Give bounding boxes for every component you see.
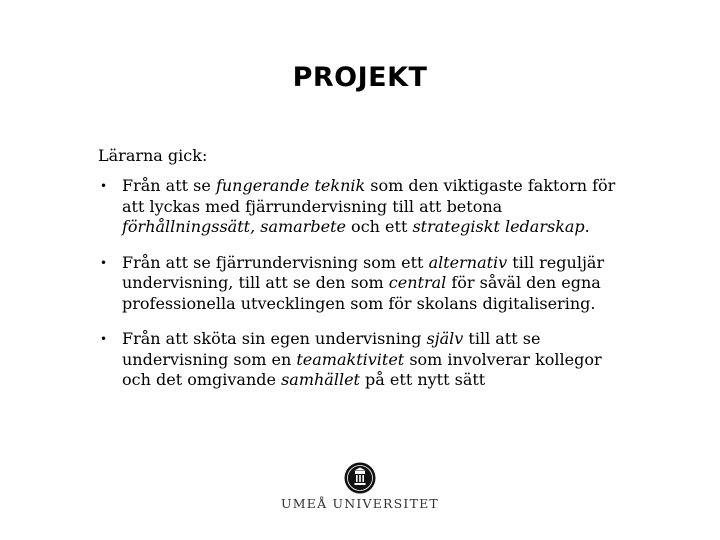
bullet-text [122,329,602,389]
bullet-segment: till reguljär undervisning, till att se den som [122,252,605,292]
bullet-segment: Från att sköta sin egen undervisning [122,329,427,348]
bullet-segment: till att se undervisning som en [122,329,541,369]
bullet-segment: och ett [345,217,413,236]
bullet-emphasis: strategiskt ledarskap [412,217,585,236]
bullet-segment: Från att se fjärrundervisning som ett [122,252,429,272]
bullet-item [98,329,628,391]
bullet-text [122,253,604,313]
bullet-segment: som involverar kollegor och det omgivande [122,349,602,389]
university-name: UMEÅ UNIVERSITET [281,496,439,511]
bullet-dot-icon: • [100,332,108,346]
intro-text: Lärarna gick: [98,146,208,165]
bullet-emphasis: fungerande teknik [215,176,366,195]
bullet-segment: för såväl den egna professionella utvecklingen som för skolans digitalisering. [122,273,601,313]
bullet-emphasis: central [388,273,447,292]
bullet-emphasis: samhället [281,370,360,389]
bullet-segment: som den viktigaste faktorn för att lyckas med fjärrundervisning till att betona [122,176,616,216]
bullet-list [98,176,628,406]
bullet-segment: . [584,217,590,236]
bullet-dot-icon: • [100,179,108,193]
slide-title: PROJEKT [292,62,428,93]
bullet-emphasis: alternativ [428,252,508,272]
bullet-item [98,253,628,315]
university-logo [260,462,460,511]
university-seal-icon [344,462,376,494]
bullet-segment: på ett nytt sätt [359,370,486,389]
bullet-emphasis: förhållningssätt, samarbete [122,217,346,236]
bullet-text [122,176,615,236]
bullet-dot-icon: • [100,255,108,270]
bullet-segment: Från att se [122,176,216,195]
bullet-emphasis: teamaktivitet [296,349,405,369]
bullet-emphasis: själv [426,329,464,348]
bullet-item [98,176,628,238]
